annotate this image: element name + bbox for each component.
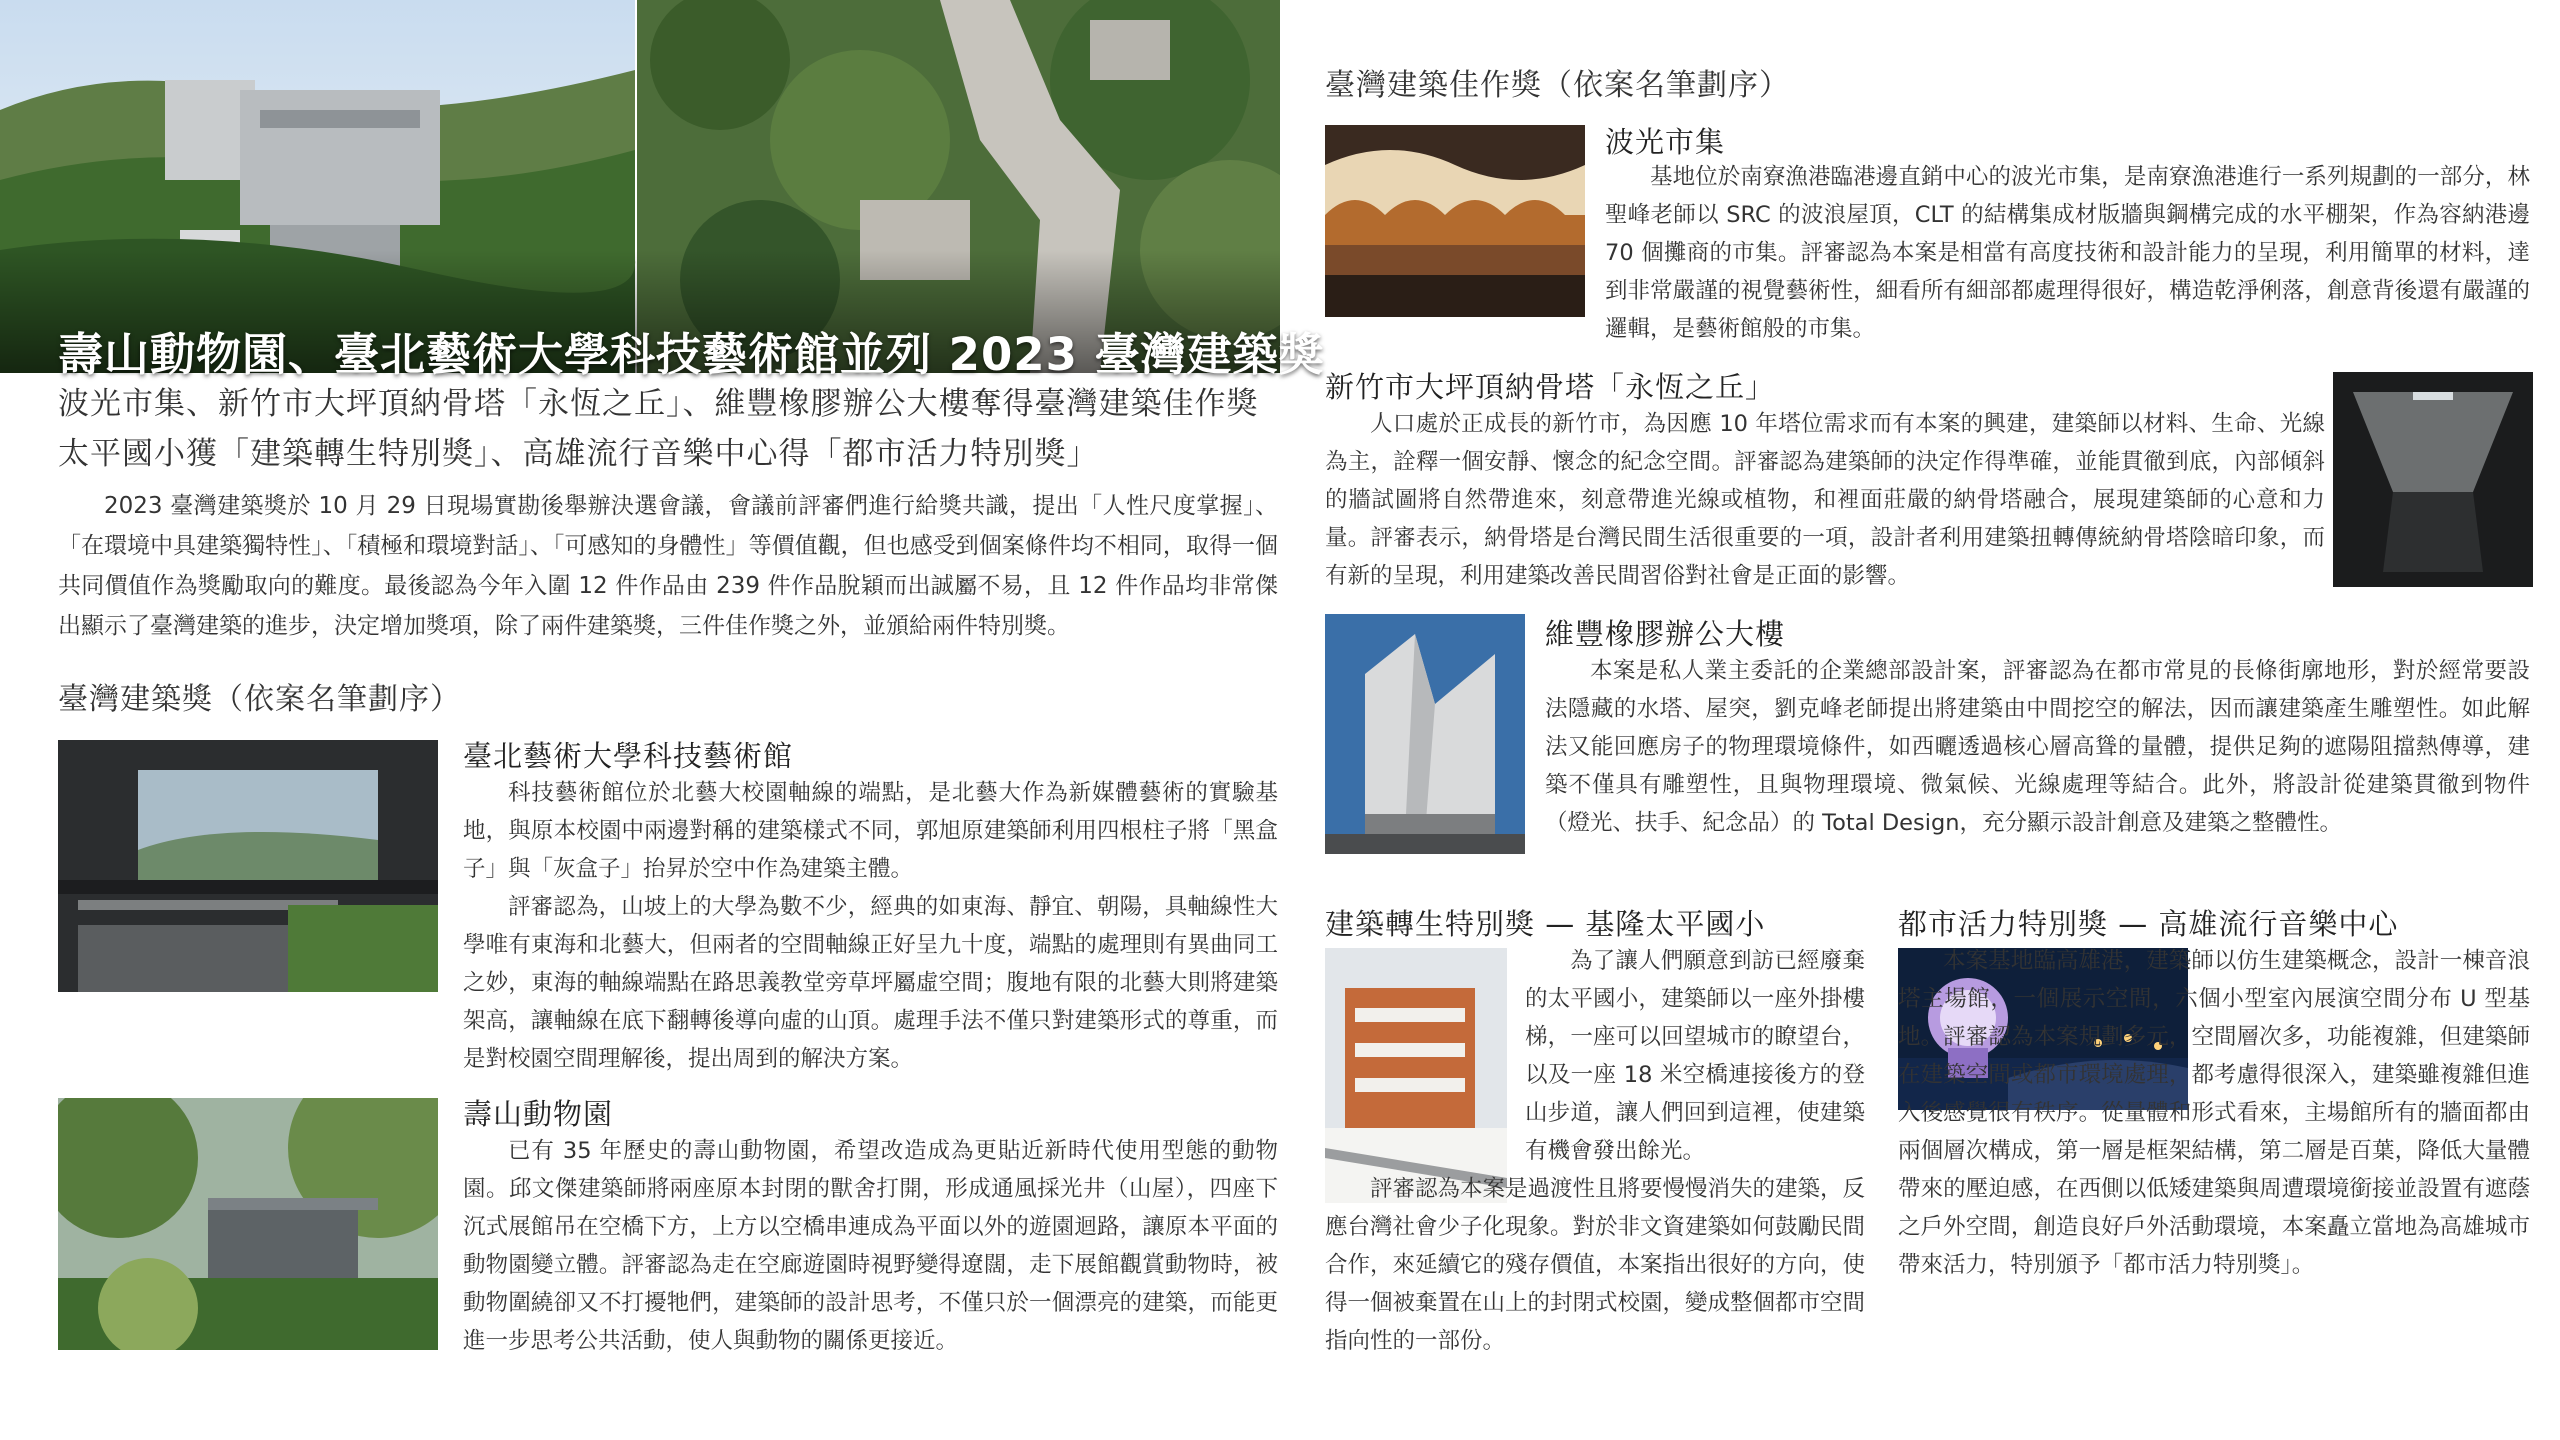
paragraph: 評審認為，山坡上的大學為數不少，經典的如東海、靜宜、朝陽，具軸線性大學唯有東海和北藝大，但兩者的空間軸線正好呈九十度，端點的處理則有異曲同工之妙，東海的軸線端點在路思義教堂旁草坪屬虛空間；腹地有限的北藝大則將建築架高，讓軸線在底下翻轉後導向虛的山頂。處理手法不僅只對建築形式的尊重，而是對校園空間理解後，提出周到的解決方案。	[463, 894, 1278, 1072]
intro-paragraph: 2023 臺灣建築獎於 10 月 29 日現場實勘後舉辦決選會議，會議前評審們進行給獎共識，提出「人性尺度掌握」、「在環境中具建築獨特性」、「積極和環境對話」、「可感知的身體性」等價值觀，但也感受到個案條件均不相同，取得一個共同價值作為獎勵取向的難度。最後認為今年入圍 12 件作品由 239 件作品脫穎而出誠屬不易，且 12 件作品均非常傑出顯示了臺灣建築的進步，決定增加獎項，除了兩件建築獎，三件佳作獎之外，並頒給兩件特別獎。	[58, 493, 1278, 639]
paragraph: 為了讓人們願意到訪已經廢棄的太平國小，建築師以一座外掛樓梯，一座可以回望城市的瞭望台，以及一座 18 米空橋連接後方的登山步道，讓人們回到這裡，使建築有機會發出餘光。	[1525, 948, 1865, 1164]
award-section-heading: 臺灣建築獎（依案名筆劃序）	[58, 682, 461, 717]
photo-weifeng-office	[1325, 614, 1525, 854]
entry-title-taipei-arts: 臺北藝術大學科技藝術館	[463, 739, 794, 773]
entry-body-wave-market	[1605, 158, 2530, 348]
merit-section-heading: 臺灣建築佳作獎（依案名筆劃序）	[1325, 68, 1790, 103]
entry-title-wave-market: 波光市集	[1605, 125, 1726, 159]
special-title-kaohsiung: 都市活力特別獎 — 高雄流行音樂中心	[1898, 907, 2399, 941]
subtitle-2: 太平國小獲「建築轉生特別獎」、高雄流行音樂中心得「都市活力特別獎」	[58, 436, 1099, 472]
headline: 壽山動物園、臺北藝術大學科技藝術館並列 2023 臺灣建築獎	[58, 328, 1325, 381]
paragraph: 基地位於南寮漁港臨港邊直銷中心的波光市集，是南寮漁港進行一系列規劃的一部分，林聖峰老師以 SRC 的波浪屋頂，CLT 的結構集成材版牆與鋼構完成的水平棚架，作為容納港邊 70 個攤商的市集。評審認為本案是相當有高度技術和設計能力的呈現，利用簡單的材料，達到非常嚴謹的視覺藝術性，細看所有細部都處理得很好，構造乾淨俐落，創意背後還有嚴謹的邏輯，是藝術館般的市集。	[1605, 164, 2530, 342]
paragraph: 本案是私人業主委託的企業總部設計案，評審認為在都市常見的長條街廓地形，對於經常要設法隱藏的水塔、屋突，劉克峰老師提出將建築由中間挖空的解法，因而讓建築產生雕塑性。如此解法又能回應房子的物理環境條件，如西曬透過核心層高聳的量體，提供足夠的遮陽阻擋熱傳導，建築不僅具有雕塑性，且與物理環境、微氣候、光線處理等結合。此外，將設計從建築貫徹到物件（燈光、扶手、紀念品）的 Total Design，充分顯示設計創意及建築之整體性。	[1545, 658, 2530, 836]
paragraph: 本案基地臨高雄港，建築師以仿生建築概念，設計一棟音浪塔主場館，一個展示空間，六個小型室內展演空間分布 U 型基地。評審認為本案規劃多元，空間層次多，功能複雜，但建築師在建築空間或都市環境處理，都考慮得很深入，建築雖複雜但進入後感覺很有秩序。從量體和形式看來，主場館所有的牆面都由兩個層次構成，第一層是框架結構，第二層是百葉，降低大量體帶來的壓迫感，在西側以低矮建築與周遭環境銜接並設置有遮蔭之戶外空間，創造良好戶外活動環境，本案矗立當地為高雄城市帶來活力，特別頒予「都市活力特別獎」。	[1898, 948, 2530, 1278]
entry-title-columbarium: 新竹市大坪頂納骨塔「永恆之丘」	[1325, 370, 1776, 404]
photo-shoushan-zoo	[58, 1098, 438, 1350]
photo-taipei-arts-center	[58, 740, 438, 992]
photo-columbarium	[2333, 372, 2533, 587]
paragraph: 科技藝術館位於北藝大校園軸線的端點，是北藝大作為新媒體藝術的實驗基地，與原本校園中兩邊對稱的建築樣式不同，郭旭原建築師利用四根柱子將「黑盒子」與「灰盒子」抬昇於空中作為建築主體。	[463, 780, 1278, 882]
paragraph: 已有 35 年歷史的壽山動物園，希望改造成為更貼近新時代使用型態的動物園。邱文傑建築師將兩座原本封閉的獸舍打開，形成通風採光井（山屋），四座下沉式展館吊在空橋下方，上方以空橋串連成為平面以外的遊園迴路，讓原本平面的動物園變立體。評審認為走在空廊遊園時視野變得遼闊，走下展館觀賞動物時，被動物圍繞卻又不打擾牠們，建築師的設計思考，不僅只於一個漂亮的建築，而能更進一步思考公共活動，使人與動物的關係更接近。	[463, 1138, 1278, 1354]
entry-title-weifeng-office: 維豐橡膠辦公大樓	[1545, 617, 1786, 651]
paragraph: 評審認為本案是過渡性且將要慢慢消失的建築，反應台灣社會少子化現象。對於非文資建築如何鼓勵民間合作，來延續它的殘存價值，本案指出很好的方向，使得一個被棄置在山上的封閉式校園，變成整個都市空間指向性的一部份。	[1325, 1176, 1866, 1354]
entry-body-taipei-arts	[463, 774, 1278, 1078]
entry-title-shoushan-zoo: 壽山動物園	[463, 1097, 614, 1131]
entry-body-shoushan-zoo	[463, 1132, 1278, 1360]
special-title-taiping: 建築轉生特別獎 — 基隆太平國小	[1325, 907, 1766, 941]
subtitle-1: 波光市集、新竹市大坪頂納骨塔「永恆之丘」、維豐橡膠辦公大樓奪得臺灣建築佳作獎	[58, 386, 1259, 422]
paragraph: 人口處於正成長的新竹市，為因應 10 年塔位需求而有本案的興建，建築師以材料、生命、光線為主，詮釋一個安靜、懷念的紀念空間。評審認為建築師的決定作得準確，並能貫徹到底，內部傾斜的牆試圖將自然帶進來，刻意帶進光線或植物，和裡面莊嚴的納骨塔融合，展現建築師的心意和力量。評審表示，納骨塔是台灣民間生活很重要的一項，設計者利用建築扭轉傳統納骨塔陰暗印象，而有新的呈現，利用建築改善民間習俗對社會是正面的影響。	[1325, 411, 2325, 589]
entry-body-columbarium	[1325, 405, 2325, 595]
photo-wave-market	[1325, 125, 1585, 317]
special-body-kaohsiung	[1898, 942, 2530, 1284]
entry-body-weifeng-office	[1545, 652, 2530, 842]
special-body-taiping	[1325, 942, 1865, 1360]
